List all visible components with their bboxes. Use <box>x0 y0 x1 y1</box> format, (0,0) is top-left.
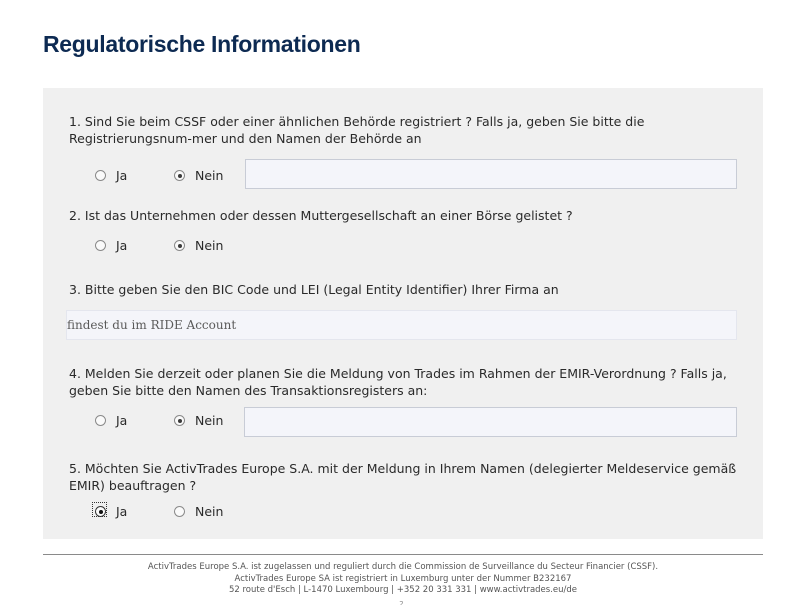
question-1-text: 1. Sind Sie beim CSSF oder einer ähnlichen Behörde registriert ? Falls ja, geben Sie bitte die Registrierungsnum-mer und den Namen der Behörde an <box>69 114 645 146</box>
radio-checked-icon[interactable] <box>174 415 185 426</box>
regulatory-questions-panel <box>43 88 763 539</box>
question-4-trade-repository-input[interactable] <box>244 407 737 437</box>
footer-divider <box>43 554 763 555</box>
question-5-text: 5. Möchten Sie ActivTrades Europe S.A. mit der Meldung in Ihrem Namen (delegierter Meldeservice gemäß EMIR) beauftragen ? <box>69 461 737 493</box>
footer-regulation-line: ActivTrades Europe S.A. ist zugelassen und reguliert durch die Commission de Surveillance du Secteur Financier (CSSF). <box>147 562 659 572</box>
question-2-option-nein[interactable] <box>174 238 223 253</box>
question-5-option-nein[interactable] <box>174 504 223 519</box>
question-2-option-ja[interactable] <box>95 238 127 253</box>
option-label: Nein <box>195 238 224 253</box>
page-title: Regulatorische Informationen <box>43 31 361 57</box>
option-label: Nein <box>195 413 224 428</box>
question-1-registration-input[interactable] <box>245 159 737 189</box>
radio-icon[interactable] <box>95 240 106 251</box>
option-label: Nein <box>195 168 224 183</box>
option-label: Ja <box>116 168 128 183</box>
page-number: 2 <box>399 600 404 605</box>
radio-icon[interactable] <box>95 170 106 181</box>
footer-address-line: 52 route d'Esch | L-1470 Luxembourg | +352 20 331 331 | www.activtrades.eu/de <box>228 585 578 595</box>
footer <box>43 562 763 597</box>
radio-icon[interactable] <box>174 506 185 517</box>
option-label: Ja <box>116 504 128 519</box>
question-3-text: 3. Bitte geben Sie den BIC Code und LEI (Legal Entity Identifier) Ihrer Firma an <box>69 282 559 297</box>
radio-checked-icon[interactable] <box>174 240 185 251</box>
radio-checked-icon[interactable] <box>174 170 185 181</box>
question-1-option-ja[interactable] <box>95 168 127 183</box>
question-2-text: 2. Ist das Unternehmen oder dessen Muttergesellschaft an einer Börse gelistet ? <box>69 208 573 223</box>
question-4-option-ja[interactable] <box>95 413 127 428</box>
footer-registration-line: ActivTrades Europe SA ist registriert in Luxemburg unter der Nummer B232167 <box>234 573 572 584</box>
question-1-option-nein[interactable] <box>174 168 223 183</box>
option-label: Ja <box>116 238 128 253</box>
radio-icon[interactable] <box>95 415 106 426</box>
question-4-option-nein[interactable] <box>174 413 223 428</box>
question-5-option-ja[interactable] <box>95 504 127 519</box>
option-label: Ja <box>116 413 128 428</box>
question-3-input-value: findest du im RIDE Account <box>67 318 237 332</box>
option-label: Nein <box>195 504 224 519</box>
radio-checked-icon[interactable] <box>95 506 106 517</box>
question-4-text: 4. Melden Sie derzeit oder planen Sie die Meldung von Trades im Rahmen der EMIR-Verordnung ? Falls ja, geben Sie bitte den Namen des Transaktionsregisters an: <box>69 366 727 398</box>
